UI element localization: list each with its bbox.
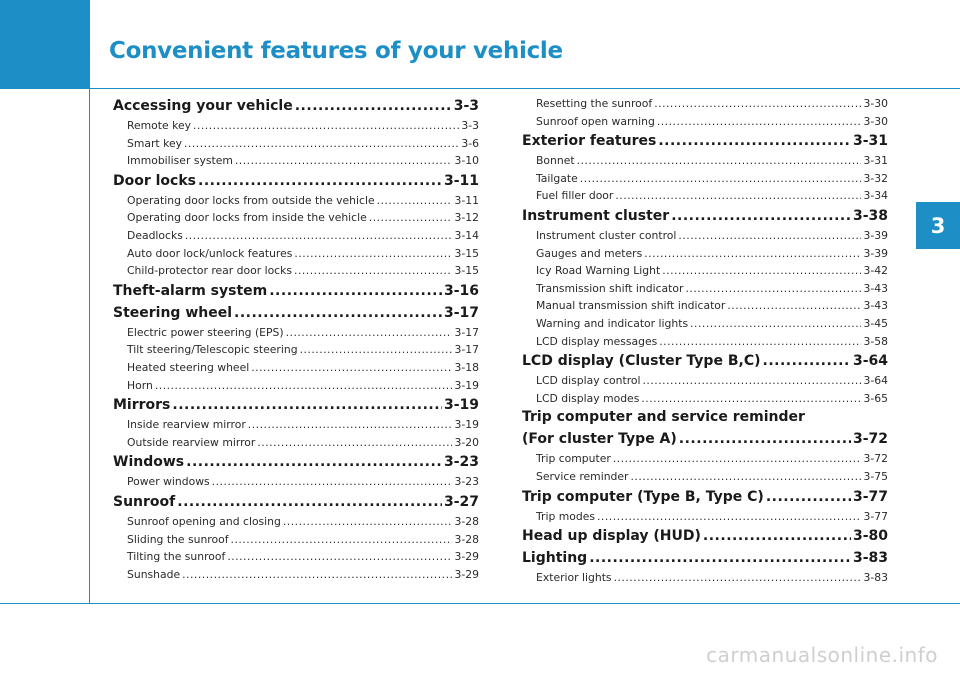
dot-leader	[685, 280, 861, 298]
dot-leader	[269, 280, 442, 302]
dot-leader	[659, 333, 861, 351]
toc-page-number: 3-11	[454, 193, 479, 207]
toc-subsection-entry[interactable]	[522, 390, 888, 408]
toc-section-entry[interactable]	[522, 428, 888, 450]
toc-subsection-entry[interactable]	[522, 450, 888, 468]
toc-page-number: 3-80	[852, 528, 888, 545]
toc-page-number: 3-64	[852, 353, 888, 370]
toc-subsection-entry[interactable]	[113, 341, 479, 359]
toc-page-number: 3-15	[454, 264, 479, 278]
dot-leader	[703, 525, 851, 547]
toc-page-number: 3-32	[863, 171, 888, 185]
dot-leader	[766, 486, 851, 508]
toc-entry-label: Deadlocks	[127, 228, 183, 242]
toc-entry-label: Tailgate	[536, 171, 578, 185]
toc-page-number: 3-39	[863, 228, 888, 242]
toc-page-number: 3-17	[454, 325, 479, 339]
toc-subsection-entry[interactable]	[113, 566, 479, 584]
dot-leader	[300, 341, 453, 359]
toc-subsection-entry[interactable]	[522, 152, 888, 170]
dot-leader	[369, 209, 453, 227]
toc-page-number: 3-75	[863, 469, 888, 483]
toc-subsection-entry[interactable]	[522, 372, 888, 390]
toc-section-entry[interactable]	[522, 525, 888, 547]
toc-entry-label: LCD display modes	[536, 391, 640, 405]
toc-subsection-entry[interactable]	[522, 280, 888, 298]
title-underline-rule	[89, 88, 960, 89]
toc-subsection-entry[interactable]	[113, 245, 479, 263]
toc-entry-label: LCD display messages	[536, 334, 658, 348]
toc-entry-label: Sunroof	[113, 493, 176, 510]
dot-leader	[257, 434, 452, 452]
toc-page-number: 3-27	[443, 493, 479, 510]
dot-leader	[630, 468, 861, 486]
dot-leader	[727, 297, 861, 315]
toc-heading-line[interactable]	[522, 407, 888, 428]
left-margin-rule	[89, 0, 90, 603]
toc-page-number: 3-11	[443, 172, 479, 189]
toc-subsection-entry[interactable]	[522, 170, 888, 188]
toc-entry-label: Steering wheel	[113, 304, 233, 321]
dot-leader	[644, 245, 861, 263]
toc-entry-label: Electric power steering (EPS)	[127, 325, 284, 339]
toc-page-number: 3-64	[863, 374, 888, 388]
dot-leader	[580, 170, 862, 188]
page-title: Convenient features of your vehicle	[109, 38, 563, 64]
toc-subsection-entry[interactable]	[522, 262, 888, 280]
toc-entry-label: Child-protector rear door locks	[127, 264, 293, 278]
chapter-tab[interactable]	[916, 202, 960, 249]
toc-entry-label: Icy Road Warning Light	[536, 264, 661, 278]
toc-page-number: 3-43	[863, 281, 888, 295]
toc-page-number: 3-19	[454, 418, 479, 432]
toc-subsection-entry[interactable]	[113, 473, 479, 491]
toc-section-entry[interactable]	[522, 486, 888, 508]
toc-entry-label: Resetting the sunroof	[536, 97, 653, 110]
toc-entry-label: Gauges and meters	[536, 246, 643, 260]
dot-leader	[597, 508, 862, 526]
toc-subsection-entry[interactable]	[113, 531, 479, 549]
toc-subsection-entry[interactable]	[113, 152, 479, 170]
toc-page-number: 3-19	[443, 397, 479, 414]
toc-page-number: 3-39	[863, 246, 888, 260]
toc-page-number: 3-3	[461, 119, 479, 132]
toc-page-number: 3-15	[454, 246, 479, 260]
toc-page-number: 3-3	[453, 98, 479, 114]
toc-page-number: 3-17	[454, 343, 479, 357]
dot-leader	[283, 513, 453, 531]
toc-subsection-entry[interactable]	[522, 297, 888, 315]
toc-page-number: 3-19	[454, 378, 479, 392]
toc-subsection-entry[interactable]	[113, 548, 479, 566]
toc-section-entry[interactable]	[113, 491, 479, 513]
dot-leader	[235, 152, 453, 170]
toc-page-number: 3-12	[454, 211, 479, 225]
dot-leader	[643, 372, 862, 390]
toc-page-number: 3-28	[454, 532, 479, 546]
toc-subsection-entry[interactable]	[522, 187, 888, 205]
dot-leader	[286, 324, 453, 342]
toc-entry-label: Lighting	[522, 550, 588, 567]
dot-leader	[227, 548, 452, 566]
dot-leader	[155, 377, 453, 395]
dot-leader	[641, 390, 861, 408]
dot-leader	[615, 187, 861, 205]
toc-entry-label: LCD display (Cluster Type B,C)	[522, 353, 761, 370]
toc-section-entry[interactable]	[113, 451, 479, 473]
toc-entry-label: Sunroof open warning	[536, 114, 655, 128]
toc-subsection-entry[interactable]	[522, 468, 888, 486]
toc-page-number: 3-43	[863, 299, 888, 313]
toc-entry-label: Power windows	[127, 475, 210, 489]
toc-page-number: 3-23	[454, 475, 479, 489]
toc-entry-label: Sunroof opening and closing	[127, 514, 281, 528]
toc-entry-label: Service reminder	[536, 469, 629, 483]
toc-entry-label: Trip computer (Type B, Type C)	[522, 488, 764, 505]
toc-entry-label: Heated steering wheel	[127, 360, 250, 374]
toc-entry-label: Smart key	[127, 136, 182, 150]
toc-page-number: 3-31	[863, 154, 888, 168]
toc-entry-label: Mirrors	[113, 397, 171, 414]
toc-subsection-entry[interactable]	[522, 245, 888, 263]
toc-subsection-entry[interactable]	[522, 315, 888, 333]
dot-leader	[679, 428, 851, 450]
dot-leader	[198, 170, 442, 192]
toc-section-entry[interactable]	[113, 95, 479, 117]
toc-entry-label: Instrument cluster	[522, 207, 670, 224]
toc-page-number: 3-14	[454, 228, 479, 242]
toc-entry-label: Warning and indicator lights	[536, 316, 689, 330]
dot-leader	[234, 302, 442, 324]
toc-entry-label: Trip modes	[536, 509, 595, 523]
dot-leader	[662, 262, 861, 280]
toc-page-number: 3-38	[852, 207, 888, 224]
dot-leader	[193, 117, 459, 135]
dot-leader	[577, 152, 862, 170]
toc-entry-label: Head up display (HUD)	[522, 528, 701, 545]
toc-entry-label: Fuel filler door	[536, 189, 614, 203]
dot-leader	[658, 130, 851, 152]
toc-page-number: 3-31	[852, 133, 888, 150]
dot-leader	[186, 451, 442, 473]
dot-leader	[671, 205, 851, 227]
toc-entry-label: Immobiliser system	[127, 154, 233, 168]
toc-entry-label: Bonnet	[536, 154, 575, 168]
toc-entry-label: Tilt steering/Telescopic steering	[127, 343, 298, 357]
toc-subsection-entry[interactable]	[113, 513, 479, 531]
toc-subsection-entry[interactable]	[113, 117, 479, 135]
toc-entry-label: (For cluster Type A)	[522, 431, 677, 448]
toc-page-number: 3-28	[454, 514, 479, 528]
corner-block	[0, 0, 89, 89]
toc-subsection-entry[interactable]	[113, 416, 479, 434]
toc-subsection-entry[interactable]	[113, 262, 479, 280]
toc-subsection-entry[interactable]	[522, 95, 888, 113]
toc-entry-label: Exterior lights	[536, 571, 612, 585]
toc-entry-label: Exterior features	[522, 133, 657, 150]
toc-page-number: 3-18	[454, 360, 479, 374]
toc-subsection-entry[interactable]	[113, 227, 479, 245]
toc-page-number: 3-42	[863, 264, 888, 278]
dot-leader	[177, 491, 442, 513]
toc-page-number: 3-72	[852, 431, 888, 448]
toc-subsection-entry[interactable]	[522, 508, 888, 526]
toc-section-entry[interactable]	[522, 547, 888, 569]
toc-section-entry[interactable]	[522, 350, 888, 372]
toc-page-number: 3-65	[863, 391, 888, 405]
toc-entry-label: Tilting the sunroof	[127, 550, 226, 564]
toc-entry-label: Outside rearview mirror	[127, 435, 256, 449]
toc-page-number: 3-83	[852, 550, 888, 567]
toc-page-number: 3-17	[443, 304, 479, 321]
toc-page-number: 3-83	[863, 571, 888, 585]
dot-leader	[690, 315, 861, 333]
toc-subsection-entry[interactable]	[113, 209, 479, 227]
toc-page-number: 3-6	[461, 136, 479, 150]
toc-page-number: 3-16	[443, 282, 479, 299]
toc-page-number: 3-34	[863, 189, 888, 203]
toc-subsection-entry[interactable]	[113, 324, 479, 342]
toc-page-number: 3-77	[852, 488, 888, 505]
toc-entry-label: Instrument cluster control	[536, 228, 677, 242]
toc-page-number: 3-29	[454, 550, 479, 564]
toc-entry-label: Inside rearview mirror	[127, 418, 246, 432]
dot-leader	[654, 95, 861, 113]
toc-entry-label: Accessing your vehicle	[113, 98, 293, 114]
toc-page-number: 3-30	[863, 114, 888, 128]
dot-leader	[182, 566, 452, 584]
dot-leader	[294, 245, 452, 263]
toc-entry-label: Remote key	[127, 119, 191, 132]
toc-page-number: 3-10	[454, 154, 479, 168]
toc-section-entry[interactable]	[522, 130, 888, 152]
dot-leader	[657, 113, 862, 131]
toc-entry-label: LCD display control	[536, 374, 641, 388]
toc-subsection-entry[interactable]	[522, 113, 888, 131]
toc-entry-label: Windows	[113, 454, 185, 471]
toc-entry-label: Horn	[127, 378, 153, 392]
dot-leader	[251, 359, 452, 377]
toc-page-number: 3-58	[863, 334, 888, 348]
toc-column-left	[113, 95, 479, 583]
dot-leader	[231, 531, 453, 549]
dot-leader	[377, 192, 453, 210]
toc-page-number: 3-45	[863, 316, 888, 330]
toc-column-right	[522, 95, 888, 587]
toc-entry-label: Operating door locks from outside the vehicle	[127, 193, 375, 207]
toc-entry-label: Manual transmission shift indicator	[536, 299, 726, 313]
toc-entry-label: Trip computer	[536, 452, 611, 466]
dot-leader	[184, 135, 459, 153]
chapter-number: 3	[930, 213, 946, 238]
dot-leader	[294, 262, 452, 280]
toc-subsection-entry[interactable]	[522, 227, 888, 245]
toc-section-entry[interactable]	[113, 280, 479, 302]
dot-leader	[678, 227, 861, 245]
toc-entry-label: Door locks	[113, 172, 196, 189]
toc-subsection-entry[interactable]	[113, 192, 479, 210]
dot-leader	[295, 95, 452, 117]
toc-subsection-entry[interactable]	[522, 569, 888, 587]
toc-entry-label: Theft-alarm system	[113, 282, 268, 299]
toc-page-number: 3-30	[863, 97, 888, 110]
toc-section-entry[interactable]	[522, 205, 888, 227]
toc-page-number: 3-20	[454, 435, 479, 449]
toc-subsection-entry[interactable]	[522, 333, 888, 351]
toc-page-number: 3-23	[443, 454, 479, 471]
toc-page-number: 3-72	[863, 452, 888, 466]
dot-leader	[172, 394, 442, 416]
dot-leader	[185, 227, 453, 245]
toc-subsection-entry[interactable]	[113, 377, 479, 395]
watermark: carmanualsonline.info	[706, 643, 938, 667]
toc-subsection-entry[interactable]	[113, 135, 479, 153]
toc-page-number: 3-77	[863, 509, 888, 523]
toc-subsection-entry[interactable]	[113, 359, 479, 377]
dot-leader	[589, 547, 851, 569]
toc-entry-label: Operating door locks from inside the vehicle	[127, 211, 367, 225]
dot-leader	[614, 569, 862, 587]
toc-entry-label: Sliding the sunroof	[127, 532, 229, 546]
toc-entry-label: Auto door lock/unlock features	[127, 246, 293, 260]
toc-subsection-entry[interactable]	[113, 434, 479, 452]
dot-leader	[212, 473, 453, 491]
toc-entry-label: Trip computer and service reminder	[522, 409, 805, 426]
dot-leader	[763, 350, 851, 372]
toc-page-number: 3-29	[454, 567, 479, 581]
dot-leader	[613, 450, 862, 468]
dot-leader	[248, 416, 453, 434]
footer-rule	[0, 603, 960, 604]
toc-entry-label: Transmission shift indicator	[536, 281, 684, 295]
toc-section-entry[interactable]	[113, 170, 479, 192]
toc-entry-label: Sunshade	[127, 567, 181, 581]
toc-section-entry[interactable]	[113, 394, 479, 416]
toc-section-entry[interactable]	[113, 302, 479, 324]
